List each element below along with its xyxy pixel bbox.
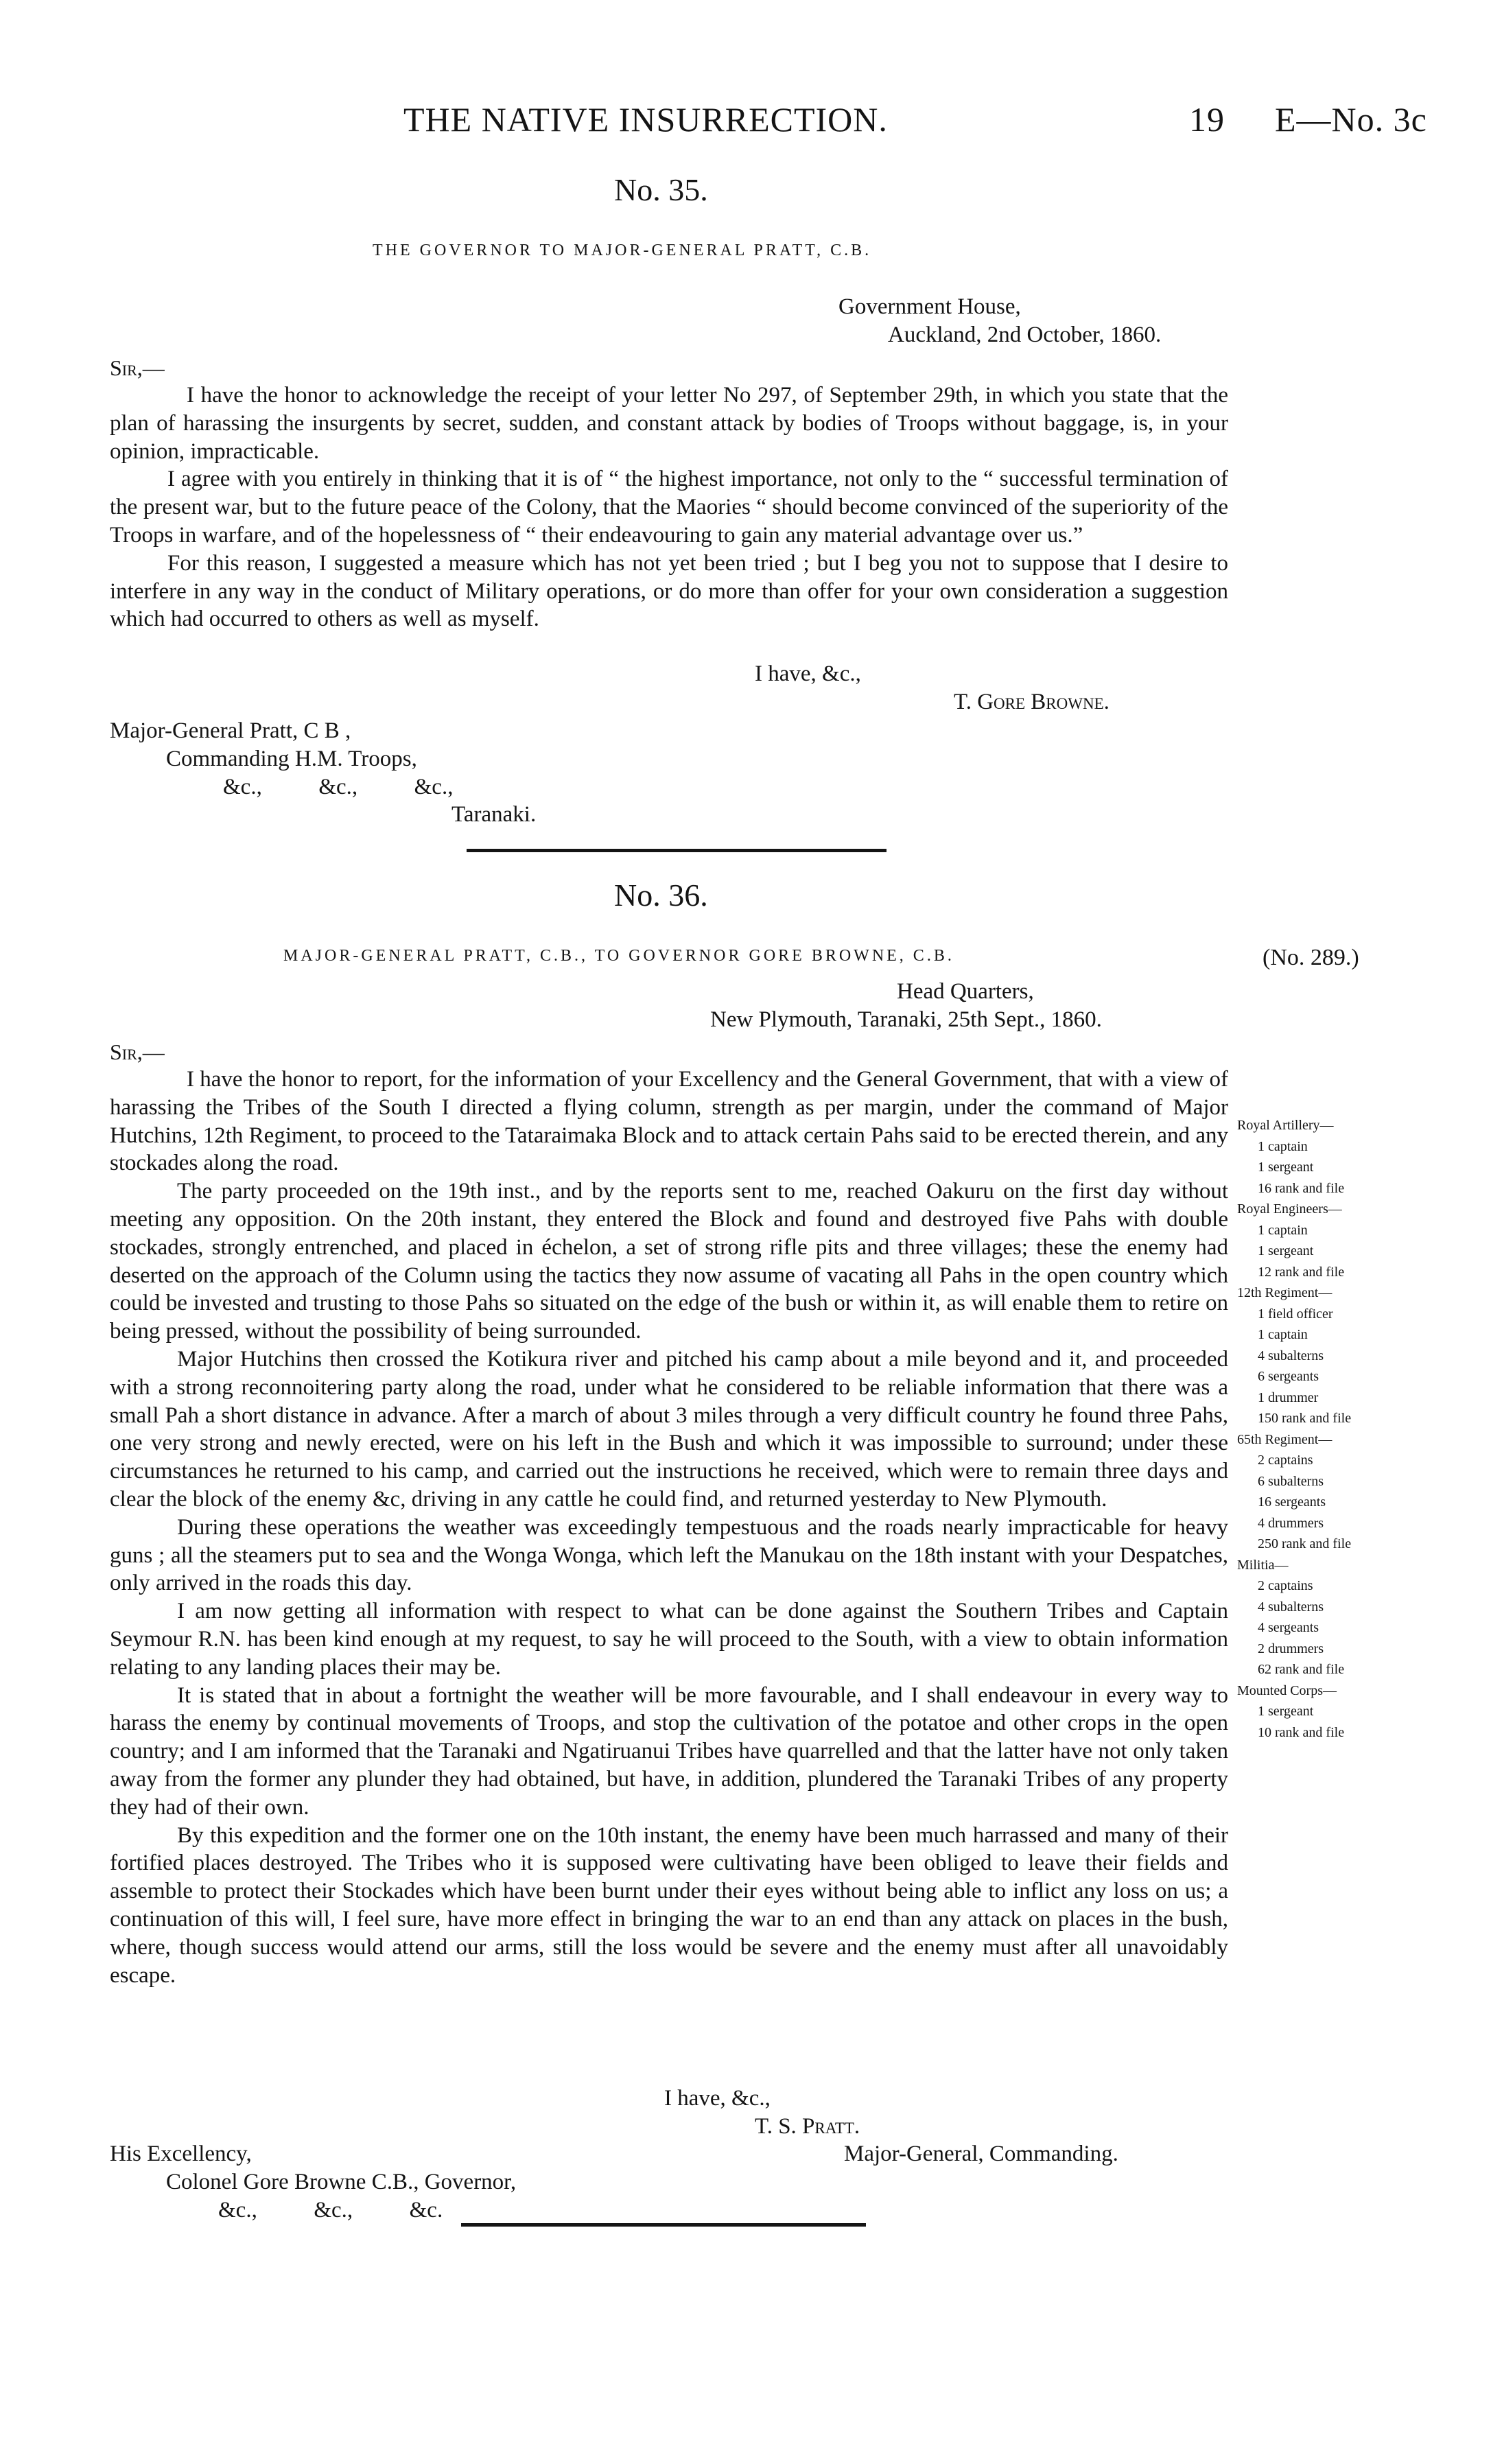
letter-36-signature-title: Major-General, Commanding. (844, 2142, 1118, 2166)
margin-heading: 65th Regiment— (1237, 1431, 1332, 1447)
paragraph: It is stated that in about a fortnight the weather will be more favourable, and I shall endeavour in every way to harass the enemy by continual movements of Troops, and stop the cultivation of the potatoe and other crops in the open country; and I am informed that the Taranaki and Ngatiruanui Tribes have quarrelled and that the latter have not only taken away from the former any plunder they had obtained, but have, in addition, plundered the Taranaki Tribes of any property they had of their own. (110, 1682, 1228, 1820)
margin-item: 2 captains (1258, 1578, 1313, 1593)
letter-35-signature: T. Gore Browne. (954, 690, 1110, 714)
margin-item: 4 drummers (1258, 1515, 1324, 1531)
margin-item: 1 field officer (1258, 1306, 1333, 1322)
margin-item: 4 sergeants (1258, 1620, 1319, 1635)
margin-item: 250 rank and file (1258, 1536, 1352, 1551)
paper-id: E—No. 3c (1275, 100, 1427, 139)
running-title: THE NATIVE INSURRECTION. (403, 100, 888, 139)
letter-36-body (110, 1066, 1228, 1989)
addressee-line: Commanding H.M. Troops, (166, 746, 417, 771)
addressee-line: &c., &c., &c. (218, 2197, 443, 2222)
letter-36-closing: I have, &c., (664, 2086, 771, 2111)
letter-35-salutation: Sir,— (110, 355, 165, 380)
letter-36-salutation: Sir,— (110, 1040, 165, 1064)
paragraph: During these operations the weather was exceedingly tempestuous and the roads nearly impracticable for heavy guns ; all the steamers put to sea and the Wonga Wonga, which left the Manukau on the 18th instant with your Despatches, only arrived in the roads this day. (110, 1514, 1228, 1596)
address-line: Head Quarters, (897, 979, 1034, 1004)
addressee-line: &c., &c., &c., (223, 774, 454, 799)
addressee-line: Major-General Pratt, C B , (110, 718, 351, 743)
letter-35-addressee (110, 717, 536, 829)
margin-item: 16 sergeants (1258, 1494, 1326, 1510)
margin-item: 16 rank and file (1258, 1180, 1345, 1196)
margin-heading: Militia— (1237, 1557, 1289, 1573)
margin-item: 12 rank and file (1258, 1264, 1345, 1280)
margin-item: 150 rank and file (1258, 1411, 1352, 1426)
margin-heading: 12th Regiment— (1237, 1285, 1332, 1300)
letter-36-signature: T. S. Pratt. (755, 2114, 860, 2139)
addressee-line: Colonel Gore Browne C.B., Governor, (166, 2169, 517, 2194)
address-line: Government House, (838, 294, 1021, 319)
margin-item: 1 captain (1258, 1222, 1308, 1238)
margin-item: 6 subalterns (1258, 1473, 1324, 1489)
letter-35-number: No. 35. (614, 172, 708, 207)
margin-item: 2 captains (1258, 1453, 1313, 1468)
letter-36-number: No. 36. (614, 878, 708, 913)
letter-35-closing: I have, &c., (755, 661, 861, 686)
letter-36-address (710, 978, 1102, 1034)
margin-item: 1 sergeant (1258, 1243, 1314, 1258)
letter-35-body (110, 382, 1228, 633)
margin-item: 1 drummer (1258, 1389, 1319, 1405)
paragraph: I am now getting all information with respect to what can be done against the Southern Tribes and Captain Seymour R.N. has been kind enough at my request, to say he will proceed to the South, with a view to obtain information relating to any landing places their may be. (110, 1599, 1228, 1680)
letter-35-address (838, 293, 1161, 349)
margin-heading: Royal Artillery— (1237, 1118, 1334, 1133)
letter-35-heading: THE GOVERNOR TO MAJOR-GENERAL PRATT, C.B. (373, 242, 872, 259)
margin-item: 4 subalterns (1258, 1348, 1324, 1363)
margin-item: 62 rank and file (1258, 1662, 1345, 1677)
paragraph: By this expedition and the former one on the 10th instant, the enemy have been much harrassed and many of their fortified places destroyed. The Tribes who it is supposed were cultivating have been obliged to leave their fields and assemble to protect their Stockades which have been burnt under their eyes without being able to inflict any loss on us; a continuation of this will, I feel sure, have more effect in bringing the war to an end than any attack on places in the bush, where, though success would attend our arms, still the loss would be severe and the enemy must after all unavoidably escape. (110, 1822, 1228, 1988)
paragraph: Major Hutchins then crossed the Kotikura river and pitched his camp about a mile beyond and it, and proceeded with a strong reconnoitering party along the road, under what he considered to be reliable information that there was a small Pah a short distance in advance. After a march of about 3 miles through a very difficult country he found three Pahs, one very strong and newly erected, were on his left in the Bush and which it was impossible to surround; under these circumstances he returned to his camp, and carried out the instructions he received, which were to remain three days and clear the block of the enemy &c, driving in any cattle he could find, and returned yesterday to New Plymouth. (110, 1346, 1228, 1512)
address-line: Auckland, 2nd October, 1860. (888, 322, 1162, 347)
paragraph: I have the honor to report, for the information of your Excellency and the General Government, that with a view of harassing the Tribes of the South I directed a flying column, strength as per margin, under the command of Major Hutchins, 12th Regiment, to proceed to the Tataraimaka Block and to attack certain Pahs said to be erected therein, and any stockades along the road. (110, 1067, 1228, 1176)
closing-rule (461, 2223, 866, 2227)
letter-36-heading: MAJOR-GENERAL PRATT, C.B., TO GOVERNOR GORE BROWNE, C.B. (283, 947, 954, 965)
paragraph: I have the honor to acknowledge the receipt of your letter No 297, of September 29th, in which you state that the plan of harassing the insurgents by secret, sudden, and constant attack by bodies of Troops without baggage, is, in your opinion, impracticable. (110, 383, 1228, 464)
address-line: New Plymouth, Taranaki, 25th Sept., 1860. (710, 1007, 1102, 1032)
letter-36-addressee (110, 2140, 516, 2224)
margin-item: 1 sergeant (1258, 1704, 1314, 1719)
paragraph: The party proceeded on the 19th inst., and by the reports sent to me, reached Oakuru on the first day without meeting any opposition. On the 20th instant, they entered the Block and found and destroyed five Pahs with double stockades, strongly entrenched, and placed in échelon, a set of strong rifle pits and three villages; these the enemy had deserted on the approach of the Column using the tactics they now assume of vacating all Pahs in the open country which could be invested and trusting to those Pahs so situated on the edge of the bush or within it, as will enable them to retire on being pressed, without the possibility of being surrounded. (110, 1179, 1228, 1344)
margin-item: 4 subalterns (1258, 1599, 1324, 1615)
margin-item: 1 captain (1258, 1138, 1308, 1154)
margin-item: 1 sergeant (1258, 1160, 1314, 1175)
addressee-line: His Excellency, (110, 2142, 252, 2166)
margin-heading: Mounted Corps— (1237, 1682, 1337, 1698)
margin-heading: Royal Engineers— (1237, 1201, 1342, 1217)
paragraph: For this reason, I suggested a measure which has not yet been tried ; but I beg you not to suppose that I desire to interfere in any way in the conduct of Military operations, or do more than offer for your own consideration a suggestion which had occurred to others as well as myself. (110, 550, 1228, 632)
letter-36-reference: (No. 289.) (1263, 945, 1359, 970)
margin-item: 2 drummers (1258, 1641, 1324, 1656)
paragraph: I agree with you entirely in thinking that it is of “ the highest importance, not only to the “ successful termination of the present war, but to the future peace of the Colony, that the Maories “ should become convinced of the superiority of the Troops in warfare, and of the hopelessness of “ their endeavouring to gain any material advantage over us.” (110, 467, 1228, 548)
margin-item: 10 rank and file (1258, 1724, 1345, 1740)
margin-item: 6 sergeants (1258, 1369, 1319, 1384)
page-number: 19 (1189, 100, 1225, 139)
separator-rule (467, 849, 887, 852)
addressee-line: Taranaki. (451, 802, 537, 828)
column-strength-margin-note (1237, 1115, 1402, 1743)
margin-item: 1 captain (1258, 1327, 1308, 1342)
